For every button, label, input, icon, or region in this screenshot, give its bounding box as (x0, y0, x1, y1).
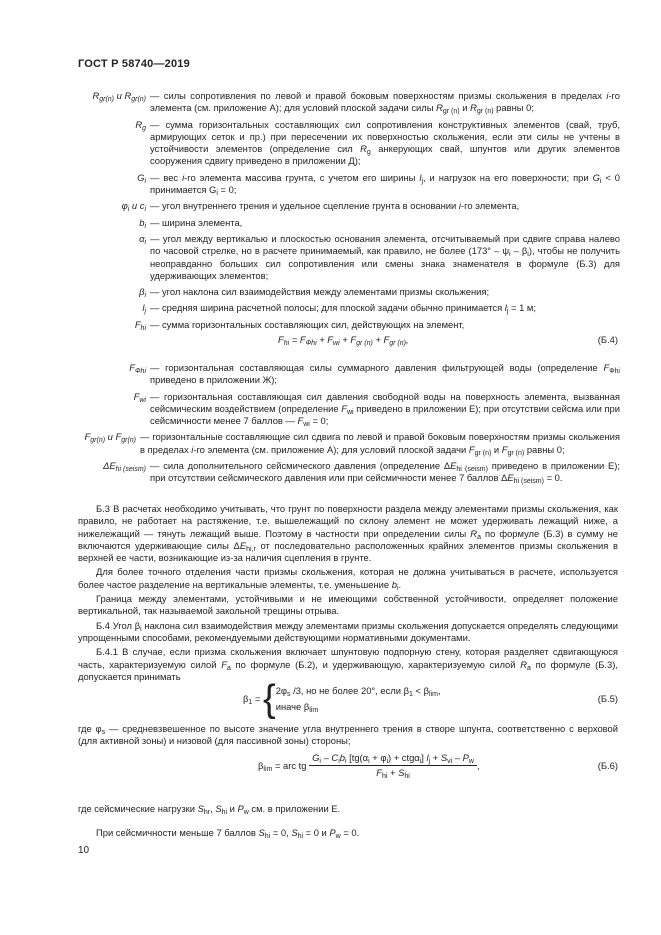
equation-b6-formula: $\beta_{lim}$ = arc tg $\frac{G_i - C_ib_i [tg(\alpha_i + \varphi_i) + ctg\alpha_i] l_j + S_{vi} - P_w}{F_{hi} + S_{hi}}$ , (258, 752, 480, 781)
page-number: 10 (78, 845, 90, 856)
definition-item: $\Delta E_{hi (seism)}$ — сила дополнительного сейсмического давления (определение $\Delta E_{hi (seism)}$ приведено в приложении Е); при отсутствии сейсмического давления или при сейсмичности менее 7 баллов $\Delta E_{hi (seism)} = 0$. (103, 460, 621, 486)
definition-text: — силы сопротивления по левой и правой боковым поверхностям призмы скольжения в пределах i-го элемента (см. приложение А); для условий плоской задачи силы $R_{gr (n)}$ и $R_{gr (n)}$ равны 0; (150, 90, 620, 116)
equation-number: (Б.5) (597, 692, 618, 704)
body-text (78, 503, 618, 683)
seismic-zero-note: При сейсмичности меньше 7 баллов $S_{hi} = 0$, $S_{hi} = 0$ и $P_w = 0$. (96, 827, 360, 840)
equation-b4 (78, 334, 618, 346)
paragraph-b4: Б.4 Угол $\beta_i$ наклона сил взаимодействия между элементами призмы скольжения допускается определять следующими упрощенными способами, рекомендуемыми действующими нормативными документами. (78, 619, 618, 643)
equation-b5 (78, 680, 618, 718)
paragraph: Граница между элементами, устойчивыми и не имеющими собственной устойчивости, определяет положение вертикальной, так называемой закольной трещины отрыва. (78, 593, 618, 617)
equation-number: (Б.4) (597, 334, 618, 345)
document-header: ГОСТ Р 58740—2019 (78, 58, 190, 70)
seismic-note: где сейсмические нагрузки $S_{hr}$, $S_{hi}$ и $P_w$ см. в приложении Е. (78, 803, 341, 816)
definition-item: $\beta_i$ — угол наклона сил взаимодействия между элементами призмы скольжения; (139, 286, 490, 300)
equation-b5-formula: $\beta_1$ = { $2\varphi_s$ /3, но не более 20°, если $\beta_1 < \beta_{lim}$, иначе $\beta_{lim}$ (243, 678, 441, 720)
definition-item: $G_i$ — вес i-го элемента массива грунта, с учетом его ширины $l_j$, и нагрузок на его поверхности; при $G_i < 0$ принимается $G_i = 0$; (137, 171, 621, 198)
definition-item: $F_{hi}$ — сумма горизонтальных составляющих сил, действующих на элемент, (134, 318, 465, 332)
definition-item: $F_{Фhi}$ — горизонтальная составляющая силы суммарного давления фильтрующей воды (определение $F_{Фhi}$ приведено в приложении Ж); (129, 362, 620, 386)
equation-number: (Б.6) (597, 759, 618, 771)
definition-item: $b_i$ — ширина элемента, (139, 216, 243, 230)
definition-item: $F_{gr(n)}$ и $F_{gr(n)}$ — горизонтальные составляющие сил сдвига по левой и правой боковым поверхностям призмы скольжения в пределах i-го элемента (см. приложение А); для условий плоской задачи $F_{gr (n)}$ и $F_{gr (n)}$ равны 0; (84, 431, 620, 457)
definition-item: $\varphi_i$ и $c_i$ — угол внутреннего трения и удельное сцепление грунта в основании i-го элемента, (121, 200, 520, 214)
definition-item: $F_{wi}$ — горизонтальная составляющая сил давления свободной воды на поверхность элемента, вызванная сейсмическим воздействием (определение $F_{wi}$ приведено в приложении Е); при отсутствии сейсма или при сейсмичности менее 7 баллов — $F_{wi} = 0$; (133, 390, 620, 429)
definition-item: $\alpha_i$ — угол между вертикалью и плоскостью основания элемента, отсчитываемый при сдвиге справа налево по часовой стрелке, но в расчете принимаемый, как правило, не более $(173^\circ - \psi_i - \beta_i)$, чтобы не получить неоправданно больших сил сопротивления или смены знака знаменателя в формуле (Б.3) для удерживающих элементов; (139, 232, 620, 281)
definition-item: $R_g$ — сумма горизонтальных составляющих сил сопротивления конструктивных элементов (свай, труб, армирующих сеток и пр.) при пересечении их поверхностью скольжения, если эти силы не учтены в устойчивости элементов (определение сил $R_g$ анкерующих свай, шпунтов или других элементов сооружения сдвигу приведено в приложении Д); (135, 118, 621, 167)
definitions-list-2 (60, 362, 620, 489)
definition-item: $R_{gr(n)}$ и $R_{gr(n)}$ — силы сопротивления по левой и правой боковым поверхностям призмы скольжения в пределах i-го элемента (см. приложение А); для условий плоской задачи силы $R_{gr (n)}$ и $R_{gr (n)}$ равны 0; (92, 90, 620, 116)
equation-b6 (78, 752, 618, 780)
equation-b4-formula: $F_{hi} = F_{Фhi} + F_{wi} + F_{gr (n)} + F_{gr (n)}$, (278, 334, 409, 347)
definition-item: $l_j$ — средняя ширина расчетной полосы; для плоской задачи обычно принимается $l_j = 1$ м; (142, 302, 536, 316)
paragraph-b41: Б.4.1 В случае, если призма скольжения включает шпунтовую подпорную стену, которая разделяет сдвигающуюся часть, характеризуемую силой $F_a$ по формуле (Б.2), и удерживающую, характеризуемую силой $R_a$ по формуле (Б.3), допускается принимать (78, 646, 618, 682)
where-phi-text: где $\varphi_s$ — средневзвешенное по высоте значение угла внутреннего трения в створе шпунта, соответственно с верховой (для активной зоны) и низовой (для пассивной зоны) стороны; (78, 723, 618, 747)
definitions-list (60, 90, 620, 335)
paragraph: Для более точного отделения части призмы скольжения, которая не должна учитываться в расчете, используется более частое разделение на вертикальные элементы, т.е. уменьшение $b_i$. (78, 566, 618, 592)
paragraph-b3: Б.3 В расчетах необходимо учитывать, что грунт по поверхности раздела между элементами призмы скольжения, как правило, не работает на растяжение, т.е. вышележащий по склону элемент не может удерживать лежащий ниже, а нижележащий — тянуть лежащий выше. Поэтому в частности при определении силы $R_a$ по формуле (Б.3) в сумму не включаются удерживающие силы $\Delta E_{hi,r}$ от последовательно расположенных крайних элементов призмы скольжения в верхней ее части, возникающие из-за наличия сцепления в грунте. (78, 503, 618, 564)
